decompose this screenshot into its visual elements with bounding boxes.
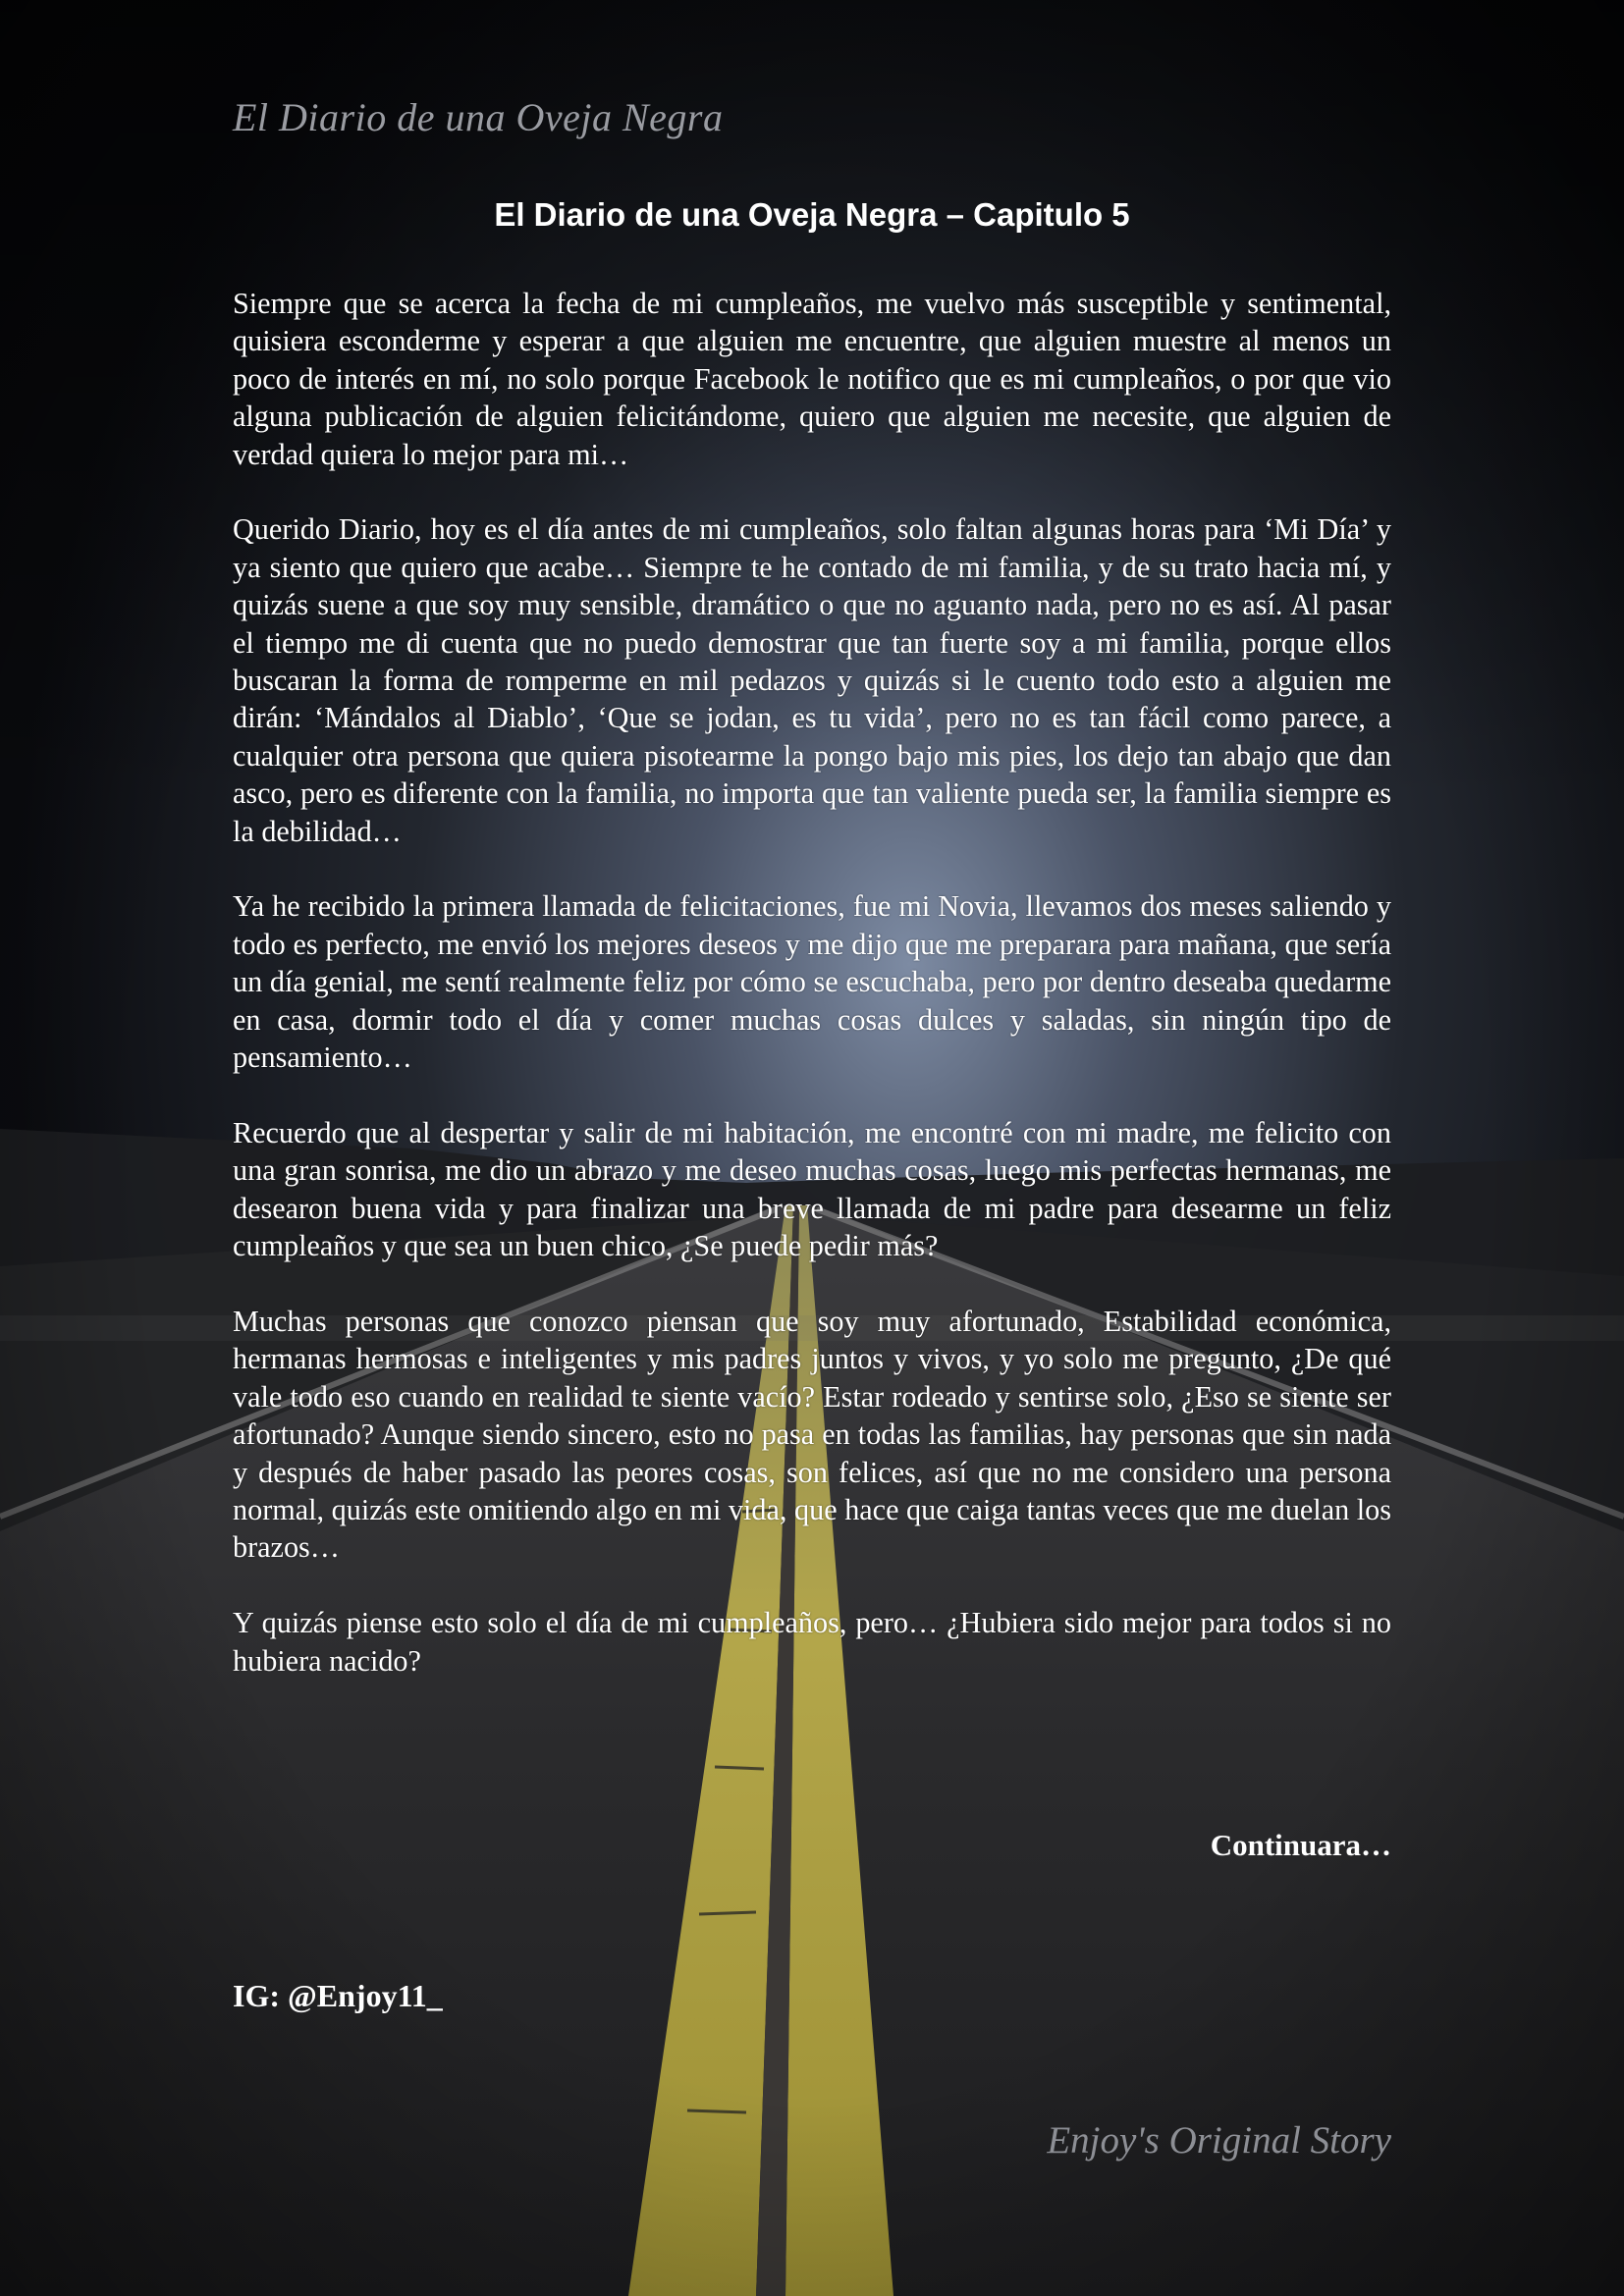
running-header-title: El Diario de una Oveja Negra [233, 95, 724, 139]
paragraph-3: Ya he recibido la primera llamada de felicitaciones, fue mi Novia, llevamos dos meses saliendo y todo es perfecto, me envió los mejores deseos y me dijo que me preparara para mañana, que sería un día genial, me sentí realmente feliz por cómo se escuchaba, pero por dentro deseaba quedarme en casa, dormir todo el día y comer muchas cosas dulces y saladas, sin ningún tipo de pensamiento… [233, 889, 1391, 1075]
article-body [233, 285, 1391, 1717]
paragraph-2: Querido Diario, hoy es el día antes de mi cumpleaños, solo faltan algunas horas para ‘Mi Día’ y ya siento que quiero que acabe… Siempre te he contado de mi familia, y de su trato hacia mí, y quizás suene a que soy muy sensible, dramático o que no aguanto nada, pero no es así. Al pasar el tiempo me di cuenta que no puedo demostrar que tan fuerte soy a mi familia, porque ellos buscaran la forma de romperme en mil pedazos y quizás si le cuento todo esto a alguien me dirán: ‘Mándalos al Diablo’, ‘Que se jodan, es tu vida’, pero no es tan fácil como parece, a cualquier otra persona que quiera pisotearme la pongo bajo mis pies, los dejo tan abajo que dan asco, pero es diferente con la familia, no importa que tan valiente pueda ser, la familia siempre es la debilidad… [233, 512, 1391, 848]
paragraph-5: Muchas personas que conozco piensan que soy muy afortunado, Estabilidad económica, hermanas hermosas e inteligentes y mis padres juntos y vivos, y yo solo me pregunto, ¿De qué vale todo eso cuando en realidad te siente vacío? Estar rodeado y sentirse solo, ¿Eso se siente ser afortunado? Aunque siendo sincero, esto no pasa en todas las familias, hay personas que sin nada y después de haber pasado las peores cosas, son felices, así que no me considero una persona normal, quizás este omitiendo algo en mi vida, que hace que caiga tantas veces que me duelan los brazos… [233, 1304, 1391, 1565]
footer-signature: Enjoy's Original Story [1047, 2119, 1391, 2162]
document-page [233, 0, 1391, 2296]
paragraph-4: Recuerdo que al despertar y salir de mi habitación, me encontré con mi madre, me felicito con una gran sonrisa, me dio un abrazo y me deseo muchas cosas, luego mis perfectas hermanas, me desearon buena vida y para finalizar una breve llamada de mi padre para desearme un feliz cumpleaños y que sea un buen chico, ¿Se puede pedir más? [233, 1115, 1391, 1263]
instagram-handle: IG: @Enjoy11_ [233, 1978, 443, 2013]
chapter-title: El Diario de una Oveja Negra – Capitulo 5 [494, 196, 1130, 233]
closing-continuara: Continuara… [1210, 1828, 1391, 1862]
paragraph-6: Y quizás piense esto solo el día de mi cumpleaños, pero… ¿Hubiera sido mejor para todos si no hubiera nacido? [233, 1606, 1391, 1678]
paragraph-1: Siempre que se acerca la fecha de mi cumpleaños, me vuelvo más susceptible y sentimental, quisiera esconderme y esperar a que alguien me encuentre, que alguien muestre al menos un poco de interés en mí, no solo porque Facebook le notifico que es mi cumpleaños, o por que vio alguna publicación de alguien felicitándome, quiero que alguien me necesite, que alguien de verdad quiera lo mejor para mi… [233, 287, 1391, 471]
